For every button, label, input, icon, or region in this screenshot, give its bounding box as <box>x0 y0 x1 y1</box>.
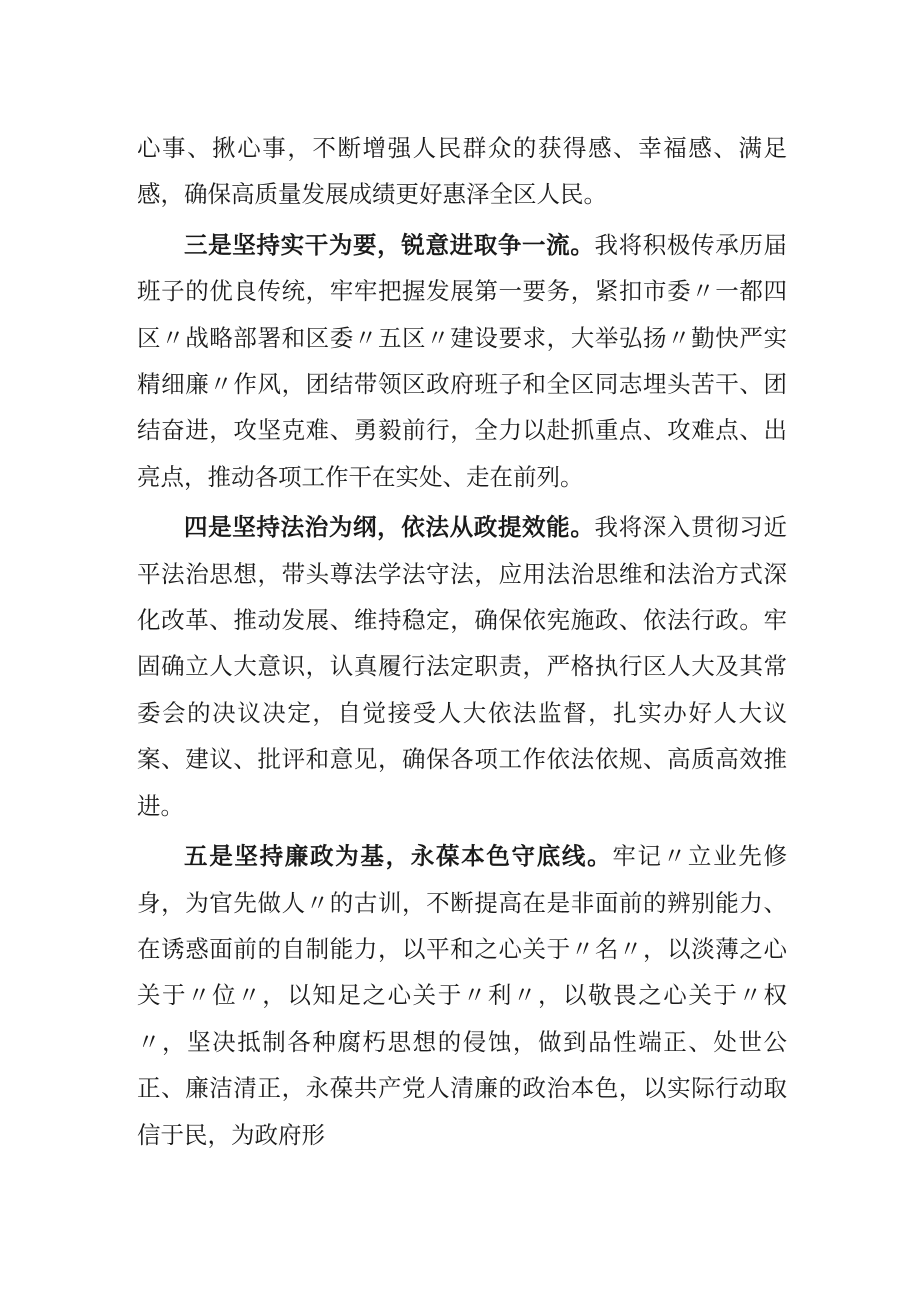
paragraph-2-lead: 三是坚持实干为要，锐意进取争一流。 <box>184 230 595 259</box>
paragraph-3-body: 我将深入贯彻习近平法治思想，带头尊法学法守法，应用法治思维和法治方式深化改革、推动发展、维持稳定，确保依宪施政、依法行政。牢固确立人大意识，认真履行法定职责，严格执行区人大及其常委会的决议决定，自觉接受人大依法监督，扎实办好人大议案、建议、批评和意见，确保各项工作依法依规、高质高效推进。 <box>137 513 788 820</box>
paragraph-4-lead: 五是坚持廉政为基，永葆本色守底线。 <box>184 842 613 871</box>
paragraph-4-body: 牢记〃立业先修身，为官先做人〃的古训，不断提高在是非面前的辨别能力、在诱惑面前的自制能力，以平和之心关于〃名〃，以淡薄之心关于〃位〃，以知足之心关于〃利〃，以敬畏之心关于〃权〃，坚决抵制各种腐朽思想的侵蚀，做到品性端正、处世公正、廉洁清正，永葆共产党人清廉的政治本色，以实际行动取信于民，为政府形 <box>137 842 788 1149</box>
paragraph-4 <box>137 833 787 1158</box>
paragraph-1 <box>137 125 787 218</box>
paragraph-3 <box>137 504 787 829</box>
paragraph-2 <box>137 222 787 500</box>
document-page <box>137 125 787 1158</box>
paragraph-1-body: 心事、揪心事，不断增强人民群众的获得感、幸福感、满足感，确保高质量发展成绩更好惠泽全区人民。 <box>137 134 787 209</box>
paragraph-2-body: 我将积极传承历届班子的优良传统，牢牢把握发展第一要务，紧扣市委〃一都四区〃战略部署和区委〃五区〃建设要求，大举弘扬〃勤快严实精细廉〃作风，团结带领区政府班子和全区同志埋头苦干、团结奋进，攻坚克难、勇毅前行，全力以赴抓重点、攻难点、出亮点，推动各项工作干在实处、走在前列。 <box>137 230 788 491</box>
paragraph-3-lead: 四是坚持法治为纲，依法从政提效能。 <box>184 513 595 542</box>
